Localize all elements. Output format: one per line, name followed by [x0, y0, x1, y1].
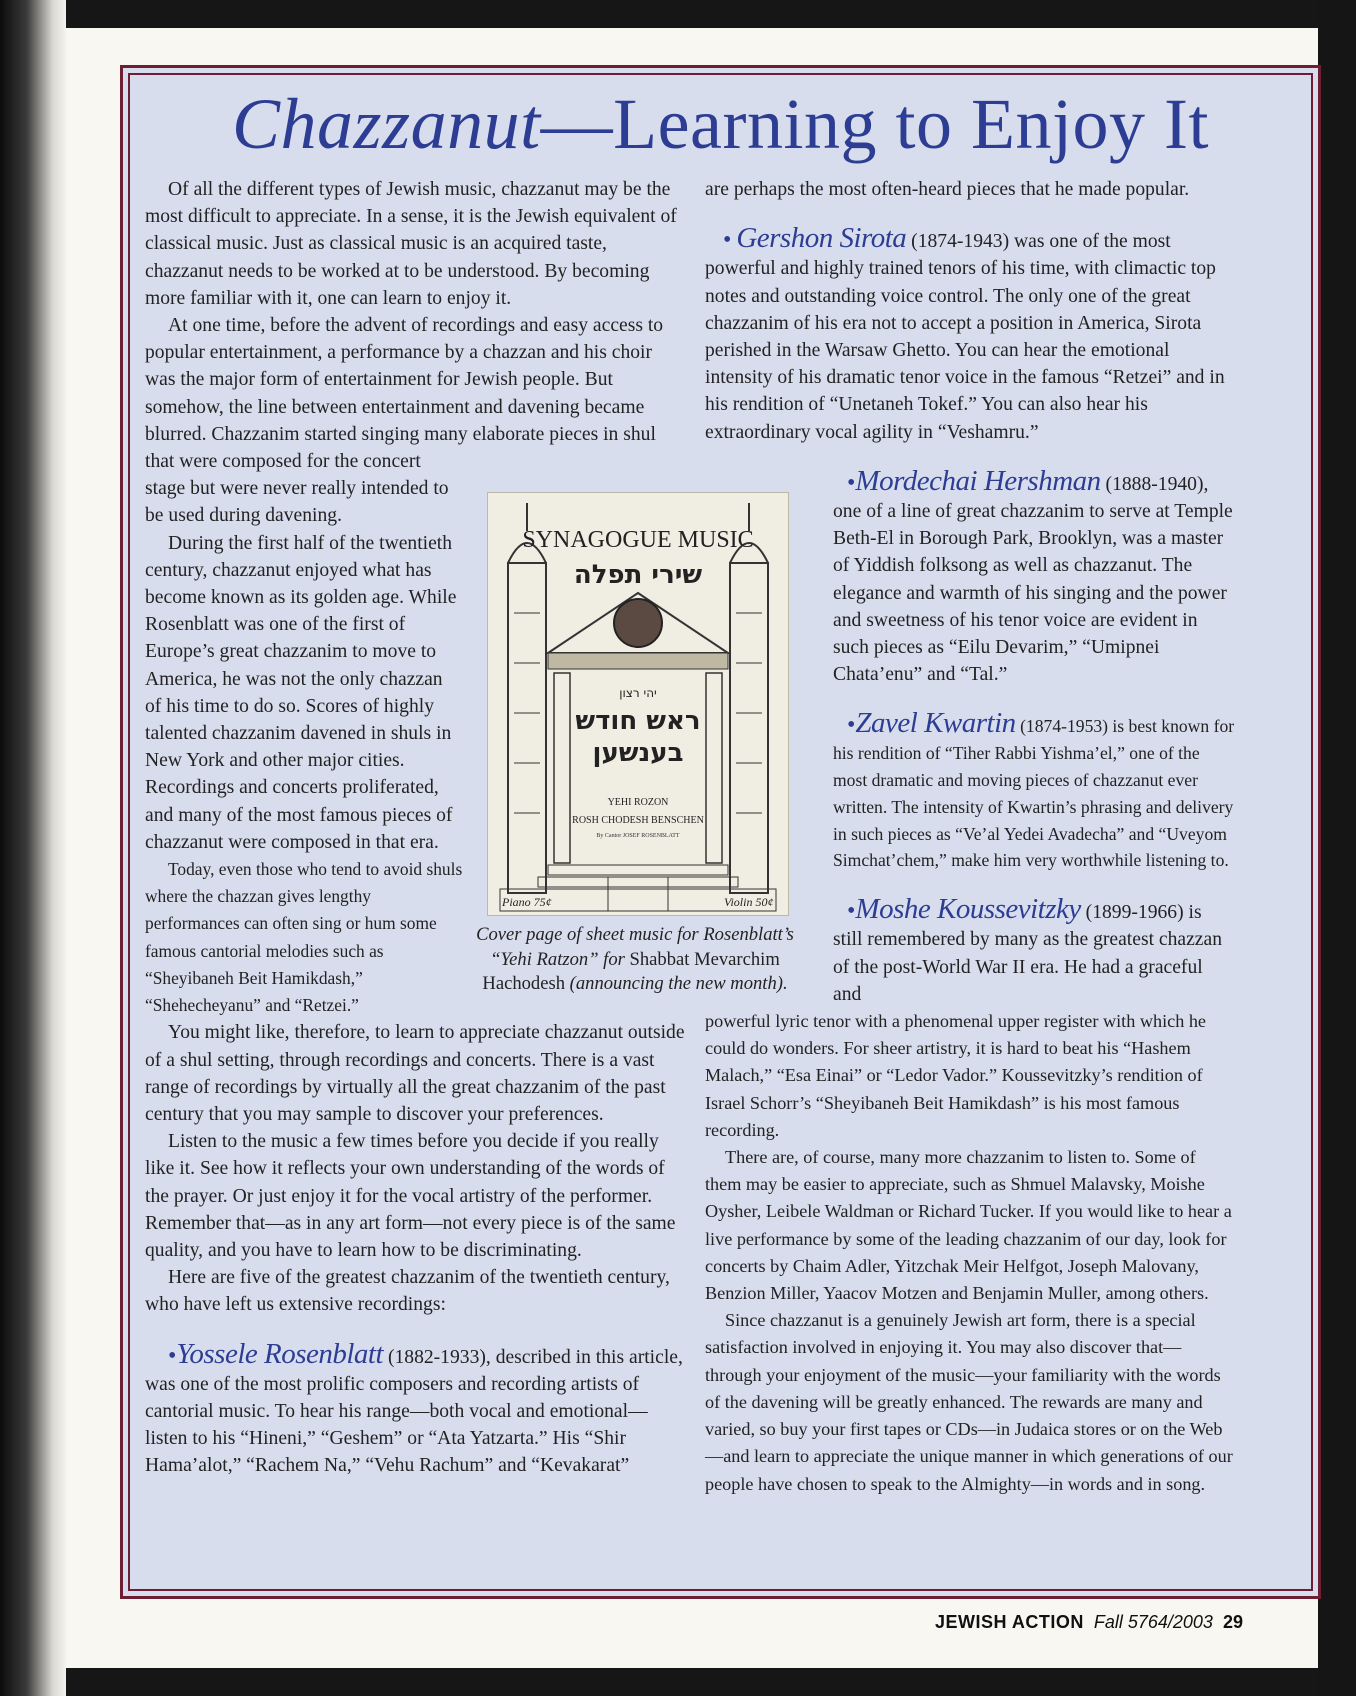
paragraph-history-cont: stage but were never really intended to be used during davening. [145, 478, 449, 527]
name-kwartin: Zavel Kwartin [855, 707, 1016, 740]
paragraph-more-chazzanim: There are, of course, many more chazzanim to listen to. Some of them may be easier to appreciate, such as Shmuel Malavsky, Moishe Oysher, Leibele Waldman or Richard Tucker. If you would like to hear a live performance by some of the leading chazzanim of our day, look for concerts by Chaim Adler, Yitzchak Meir Helfgot, Joseph Malovany, Benzion Miller, Yaacov Motzen and Benjamin Muller, among others. [705, 1147, 1232, 1304]
sheet-subtitle-english: ROSH CHODESH BENSCHEN [572, 815, 704, 826]
koussevitzky-continued: powerful lyric tenor with a phenomenal upper register with which he could do wonders. For sheer artistry, it is hard to beat his “Hashem Malach,” “Esa Einai” or “Ledor Vador.” Koussevitzky’s rendition of Israel Schorr’s “Sheyibaneh Beit Hamikdash” is his most famous recording. [705, 1011, 1207, 1140]
sheet-price-piano: Piano 75¢ [502, 895, 552, 909]
issue-date: Fall 5764/2003 [1093, 1612, 1213, 1632]
name-sirota: Gershon Sirota [736, 222, 907, 255]
sheet-name-english: YEHI ROZON [607, 797, 669, 808]
binding-gutter [0, 0, 66, 1696]
sheet-hebrew-line2: ראש חודש [575, 706, 701, 736]
paragraph-golden-age: During the first half of the twentieth century, chazzanut enjoyed what has become known as its golden age. While Rosenblatt was one of the first of Europe’s great chazzanim to move to America, he was not the only chazzan of his time to do so. Scores of highly talented chazzanim davened in shuls in New York and other major cities. Recordings and concerts proliferated, and many of the most famous pieces of chazzanut were composed in that era. [145, 532, 457, 853]
sheet-hebrew-line1: יהי רצון [619, 686, 657, 700]
entry-sirota: • Gershon Sirota (1874-1943) was one of the most powerful and highly trained tenors of his time, with climactic top notes and outstanding voice control. The only one of the great chazzanim of his era not to accept a position in America, Sirota perished in the Warsaw Ghetto. You can hear the emotional intensity of his dramatic tenor voice in the famous “Retzei” and in his rendition of “Unetaneh Tokef.” You can also hear his extraordinary vocal agility in “Veshamru.” [705, 222, 1225, 443]
name-rosenblatt: Yossele Rosenblatt [176, 1337, 384, 1370]
entry-hershman: •Mordechai Hershman (1888-1940), one of a line of great chazzanim to serve at Temple Beth-El in Borough Park, Brooklyn, was a master of Yiddish folksong as well as chazzanut. The elegance and warmth of his singing and the power and sweetness of his tenor voice are evident in such pieces as “Eilu Devarim,” “Umipnei Chata’enu” and “Tal.” [833, 464, 1233, 686]
magazine-name: JEWISH ACTION [935, 1612, 1084, 1632]
page-number: 29 [1222, 1612, 1243, 1632]
sheet-credit: By Cantor JOSEF ROSENBLATT [596, 833, 680, 839]
paragraph-five-greatest: Here are five of the greatest chazzanim of the twentieth century, who have left us extensive recordings: [145, 1267, 670, 1316]
entry-koussevitzky: •Moshe Koussevitzky (1899-1966) is still remembered by many as the greatest chazzan of the post-World War II era. He had a graceful and [833, 893, 1222, 1005]
paragraph-intro: Of all the different types of Jewish music, chazzanut may be the most difficult to appreciate. In a sense, it is the Jewish equivalent of classical music. Just as classical music is an acquired taste, chazzanut needs to be worked at to be understood. By becoming more familiar with it, one can learn to enjoy it. [145, 179, 677, 309]
article-title: Chazzanut—Learning to Enjoy It [232, 84, 1209, 164]
paragraph-listen: Listen to the music a few times before you decide if you really like it. See how it reflects your own understanding of the words of the prayer. Or just enjoy it for the vocal artistry of the performer. Remember that—as in any art form—not every piece is of the same quality, and you have to learn how to be discriminating. [145, 1131, 676, 1261]
paragraph-appreciate: You might like, therefore, to learn to appreciate chazzanut outside of a shul setting, through recordings and concerts. There is a vast range of recordings by virtually all the great chazzanim of the past century that you may sample to discover your preferences. [145, 1022, 685, 1125]
paragraph-today: Today, even those who tend to avoid shuls where the chazzan gives lengthy performances can often sing or hum some famous cantorial melodies such as “Sheyibaneh Beit Hamikdash,” “Shehecheyanu” and “Retzei.” [145, 859, 463, 1016]
sheet-hebrew-line3: בענשען [592, 738, 684, 768]
entry-rosenblatt: •Yossele Rosenblatt (1882-1933), described in this article, was one of the most prolific composers and recording artists of cantorial music. To hear his range—both vocal and emotional—listen to his “Hineni,” “Geshem” or “Ata Yatzarta.” His “Shir Hama’alot,” “Rachem Na,” “Vehu Rachum” and “Kevakarat” [145, 1337, 683, 1477]
sheet-music-illustration [488, 493, 788, 915]
illustration-caption: Cover page of sheet music for Rosenblatt’s “Yehi Ratzon” for Shabbat Mevarchim Hachodesh (announcing the new month). [476, 924, 794, 995]
sheet-title-hebrew: שירי תפלה [573, 560, 703, 590]
article-box [120, 65, 1321, 1599]
paragraph-history: At one time, before the advent of recordings and easy access to popular entertainment, a performance by a chazzan and his choir was the major form of entertainment for Jewish people. But somehow, the line between entertainment and davening became blurred. Chazzanim started singing many elaborate pieces in shul that were composed for the concert [145, 315, 664, 473]
name-koussevitzky: Moshe Koussevitzky [855, 893, 1081, 926]
name-hershman: Mordechai Hershman [855, 464, 1101, 497]
sheet-title-english: SYNAGOGUE MUSIC [522, 527, 754, 553]
sheet-price-violin: Violin 50¢ [724, 895, 774, 909]
entry-kwartin: •Zavel Kwartin (1874-1953) is best known for his rendition of “Tiher Rabbi Yishma’el,” one of the most dramatic and moving pieces of chazzanut ever written. The intensity of Kwartin’s phrasing and delivery in such pieces as “Ve’al Yedei Avadecha” and “Uveyom Simchat’chem,” make him very worthwhile listening to. [833, 707, 1235, 871]
page-edge [1318, 0, 1356, 1696]
page-footer [935, 1612, 1243, 1633]
rosenblatt-continued: are perhaps the most often-heard pieces that he made popular. [705, 179, 1190, 200]
sheet-music-cover [487, 492, 789, 916]
paragraph-conclusion: Since chazzanut is a genuinely Jewish art form, there is a special satisfaction involved in enjoying it. You may also discover that—through your enjoyment of the music—your familiarity with the words of the davening will be greatly enhanced. The rewards are many and varied, so buy your first tapes or CDs—in Judaica stores or on the Web—and learn to appreciate the unique manner in which generations of our people have chosen to speak to the Almighty—in words and in song. [705, 1310, 1233, 1494]
